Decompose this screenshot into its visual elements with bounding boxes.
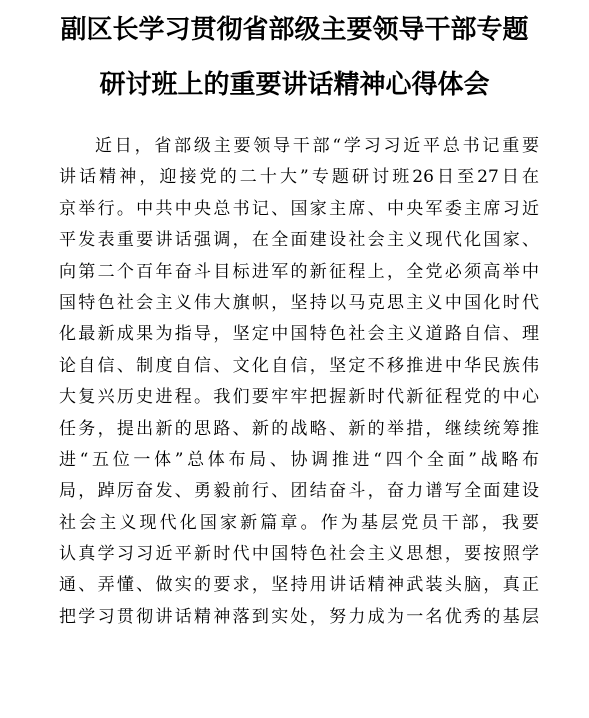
body-line: 京举行。中共中央总书记、国家主席、中央军委主席习近: [59, 198, 539, 219]
body-line: 讲话精神，迎接党的二十大”专题研讨班26日至27日在: [59, 167, 539, 188]
body-line: 社会主义现代化国家新篇章。作为基层党员干部，我要: [59, 512, 539, 533]
body-line: 国特色社会主义伟大旗帜，坚持以马克思主义中国化时代: [59, 292, 539, 313]
body-line: 化最新成果为指导，坚定中国特色社会主义道路自信、理: [59, 324, 539, 345]
body-line: 通、弄懂、做实的要求，坚持用讲话精神武装头脑，真正: [59, 575, 539, 596]
body-line: 任务，提出新的思路、新的战略、新的举措，继续统筹推: [59, 418, 539, 439]
body-line: 把学习贯彻讲话精神落到实处，努力成为一名优秀的基层: [59, 606, 539, 627]
body-line: 认真学习习近平新时代中国特色社会主义思想，要按照学: [59, 544, 539, 565]
body-line: 近日，省部级主要领导干部“学习习近平总书记重要: [95, 136, 539, 156]
body-line: 平发表重要讲话强调，在全面建设社会主义现代化国家、: [59, 230, 539, 251]
body-line: 向第二个百年奋斗目标进军的新征程上，全党必须高举中: [59, 261, 539, 282]
document-title-line-2: 研讨班上的重要讲话精神心得体会: [99, 70, 490, 100]
body-line: 进“五位一体”总体布局、协调推进“四个全面”战略布: [59, 449, 539, 470]
body-line: 大复兴历史进程。我们要牢牢把握新时代新征程党的中心: [59, 387, 539, 408]
document-body: [59, 131, 539, 633]
body-line: 论自信、制度自信、文化自信，坚定不移推进中华民族伟: [59, 355, 539, 376]
document-title-line-1: 副区长学习贯彻省部级主要领导干部专题: [60, 15, 529, 45]
body-line: 局，踔厉奋发、勇毅前行、团结奋斗，奋力谱写全面建设: [59, 481, 539, 502]
